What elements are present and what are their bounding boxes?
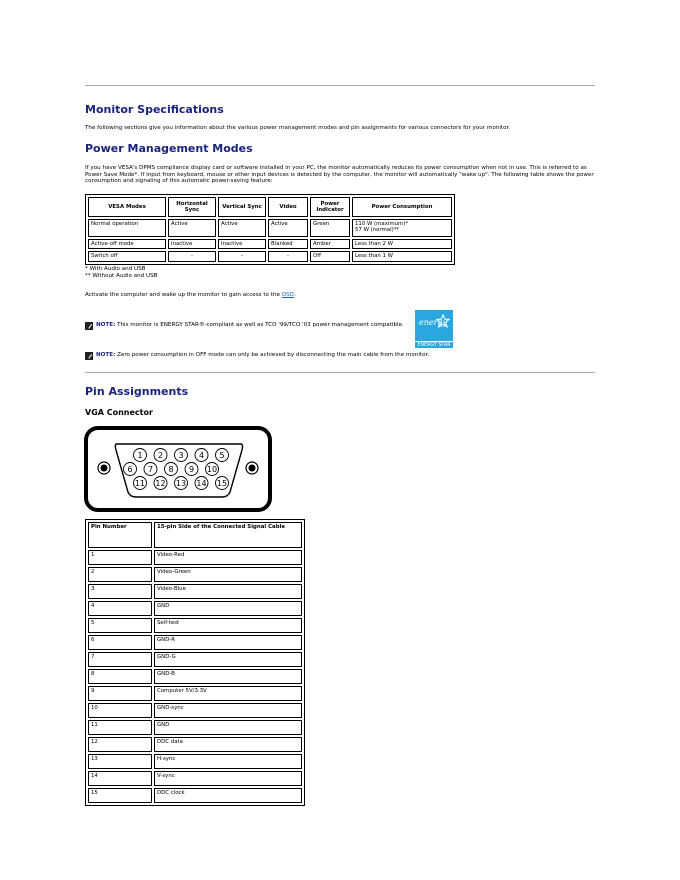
energy-star-logo bbox=[415, 310, 453, 348]
table-row bbox=[88, 754, 302, 769]
pin-number-cell: 11 bbox=[88, 720, 152, 735]
pin-signal-cell: GND-R bbox=[154, 635, 302, 650]
table-cell: Active-off mode bbox=[88, 239, 166, 249]
table-row bbox=[88, 669, 302, 684]
pin-label: 15 bbox=[216, 479, 228, 488]
note-icon bbox=[85, 322, 93, 330]
table-row bbox=[88, 239, 452, 249]
table-row bbox=[88, 771, 302, 786]
star-icon bbox=[436, 314, 450, 328]
table-row bbox=[88, 219, 452, 237]
table-row bbox=[88, 550, 302, 565]
table-row bbox=[88, 703, 302, 718]
table-row bbox=[88, 251, 452, 261]
pin-label: 9 bbox=[188, 465, 195, 474]
pin-signal-cell: DDC data bbox=[154, 737, 302, 752]
note-icon bbox=[85, 352, 93, 360]
table-row bbox=[88, 584, 302, 599]
pin-number-cell: 1 bbox=[88, 550, 152, 565]
col-header: Power Indicator bbox=[310, 197, 350, 217]
pin-signal-cell: GND bbox=[154, 601, 302, 616]
col-header: 15-pin Side of the Connected Signal Cable bbox=[154, 522, 302, 548]
table-cell: Blanked bbox=[268, 239, 308, 249]
table-row bbox=[88, 788, 302, 803]
power-management-text: If you have VESA's DPMS compliance display card or software installed in your PC, the monitor automatically reduces its power consumption when not in use. This is referred to as Power Save Mode*. If input from keyboard, mouse or other input devices is detected by the computer, the monitor will automatically "wake up". The following table shows the power consumption and signaling of this automatic power-saving feature: bbox=[85, 165, 594, 185]
table-row bbox=[88, 567, 302, 582]
note-text: Zero power consumption in OFF mode can only be achieved by disconnecting the main cable from the monitor. bbox=[115, 352, 430, 358]
pin-signal-cell: GND bbox=[154, 720, 302, 735]
pin-number-cell: 13 bbox=[88, 754, 152, 769]
pin-label: 8 bbox=[168, 465, 174, 474]
pin-number-cell: 3 bbox=[88, 584, 152, 599]
col-header: Power Consumption bbox=[352, 197, 452, 217]
pin-label: 2 bbox=[157, 451, 164, 460]
pin-label: 1 bbox=[137, 451, 143, 460]
table-cell: - bbox=[268, 251, 308, 261]
pin-number-cell: 8 bbox=[88, 669, 152, 684]
table-cell: Switch off bbox=[88, 251, 166, 261]
pin-signal-cell: Video-Green bbox=[154, 567, 302, 582]
col-header: Horizontal Sync bbox=[168, 197, 216, 217]
note-label: NOTE: bbox=[96, 352, 116, 358]
pin-number-cell: 2 bbox=[88, 567, 152, 582]
page-title: Monitor Specifications bbox=[85, 103, 224, 116]
table-cell: Less than 2 W bbox=[352, 239, 452, 249]
pin-signal-cell: Computer 5V/3.3V bbox=[154, 686, 302, 701]
pin-number-cell: 15 bbox=[88, 788, 152, 803]
table-cell: Normal operation bbox=[88, 219, 166, 237]
table-cell: Off bbox=[310, 251, 350, 261]
pin-number-cell: 6 bbox=[88, 635, 152, 650]
activate-prefix: Activate the computer and wake up the monitor to gain access to the bbox=[85, 292, 282, 298]
intro-text: The following sections give you information about the various power management modes and pin assignments for various connectors for your monitor. bbox=[85, 125, 511, 131]
pin-number-cell: 4 bbox=[88, 601, 152, 616]
footnote-2: ** Without Audio and USB bbox=[85, 273, 158, 279]
pin-label: 14 bbox=[196, 479, 207, 488]
pin-label: 11 bbox=[134, 479, 146, 488]
pin-label: 3 bbox=[178, 451, 184, 460]
pin-signal-cell: Video-Blue bbox=[154, 584, 302, 599]
pin-number-cell: 9 bbox=[88, 686, 152, 701]
table-row bbox=[88, 686, 302, 701]
footnote-1: * With Audio and USB bbox=[85, 266, 146, 272]
pin-signal-cell: V-sync bbox=[154, 771, 302, 786]
pin-signal-cell: GND-B bbox=[154, 669, 302, 684]
power-management-heading: Power Management Modes bbox=[85, 142, 253, 155]
table-cell: Active bbox=[218, 219, 266, 237]
pin-label: 4 bbox=[198, 451, 205, 460]
table-header-row bbox=[88, 522, 302, 548]
table-row bbox=[88, 737, 302, 752]
table-cell: Less than 1 W bbox=[352, 251, 452, 261]
vga-connector-diagram bbox=[84, 426, 274, 514]
col-header: Vertical Sync bbox=[218, 197, 266, 217]
table-cell: - bbox=[218, 251, 266, 261]
table-cell: Amber bbox=[310, 239, 350, 249]
pin-assignments-heading: Pin Assignments bbox=[85, 385, 189, 398]
vga-connector-heading: VGA Connector bbox=[85, 408, 153, 417]
pin-number-cell: 5 bbox=[88, 618, 152, 633]
pin-number-cell: 12 bbox=[88, 737, 152, 752]
pin-signal-cell: Self-test bbox=[154, 618, 302, 633]
pin-signal-cell: H-sync bbox=[154, 754, 302, 769]
table-row bbox=[88, 652, 302, 667]
table-row bbox=[88, 720, 302, 735]
table-cell: Inactive bbox=[168, 239, 216, 249]
note-zero-power bbox=[85, 352, 455, 360]
table-cell: Active bbox=[268, 219, 308, 237]
pin-label: 5 bbox=[219, 451, 225, 460]
pin-table bbox=[85, 519, 305, 806]
activate-text bbox=[85, 292, 595, 299]
table-row bbox=[88, 635, 302, 650]
table-row bbox=[88, 618, 302, 633]
osd-link[interactable]: OSD bbox=[281, 292, 294, 298]
activate-suffix: . bbox=[293, 292, 296, 298]
pin-label: 10 bbox=[206, 465, 218, 474]
pin-label: 12 bbox=[155, 479, 166, 488]
table-cell: Inactive bbox=[218, 239, 266, 249]
col-header: Video bbox=[268, 197, 308, 217]
col-header: Pin Number bbox=[88, 522, 152, 548]
power-modes-table bbox=[85, 194, 455, 265]
pin-number-cell: 10 bbox=[88, 703, 152, 718]
pin-label: 13 bbox=[175, 479, 187, 488]
energy-star-script: energy bbox=[419, 318, 448, 327]
pin-label: 7 bbox=[147, 465, 154, 474]
pin-signal-cell: GND-G bbox=[154, 652, 302, 667]
note-energy-star bbox=[85, 322, 415, 330]
table-cell: Active bbox=[168, 219, 216, 237]
table-row bbox=[88, 601, 302, 616]
col-header: VESA Modes bbox=[88, 197, 166, 217]
note-text: This monitor is ENERGY STAR®-compliant as well as TCO '99/TCO '03 power management compatible. bbox=[115, 322, 404, 328]
note-label: NOTE: bbox=[96, 322, 116, 328]
pin-signal-cell: DDC clock bbox=[154, 788, 302, 803]
pin-number-cell: 14 bbox=[88, 771, 152, 786]
table-cell: - bbox=[168, 251, 216, 261]
pin-signal-cell: GND-sync bbox=[154, 703, 302, 718]
section-divider bbox=[85, 372, 595, 373]
pin-signal-cell: Video-Red bbox=[154, 550, 302, 565]
pin-label: 6 bbox=[127, 465, 133, 474]
table-cell: 110 W (maximum)* 57 W (normal)** bbox=[352, 219, 452, 237]
table-header-row bbox=[88, 197, 452, 217]
top-divider bbox=[85, 85, 595, 86]
pin-number-cell: 7 bbox=[88, 652, 152, 667]
table-cell: Green bbox=[310, 219, 350, 237]
energy-star-label: ENERGY STAR bbox=[415, 341, 453, 348]
